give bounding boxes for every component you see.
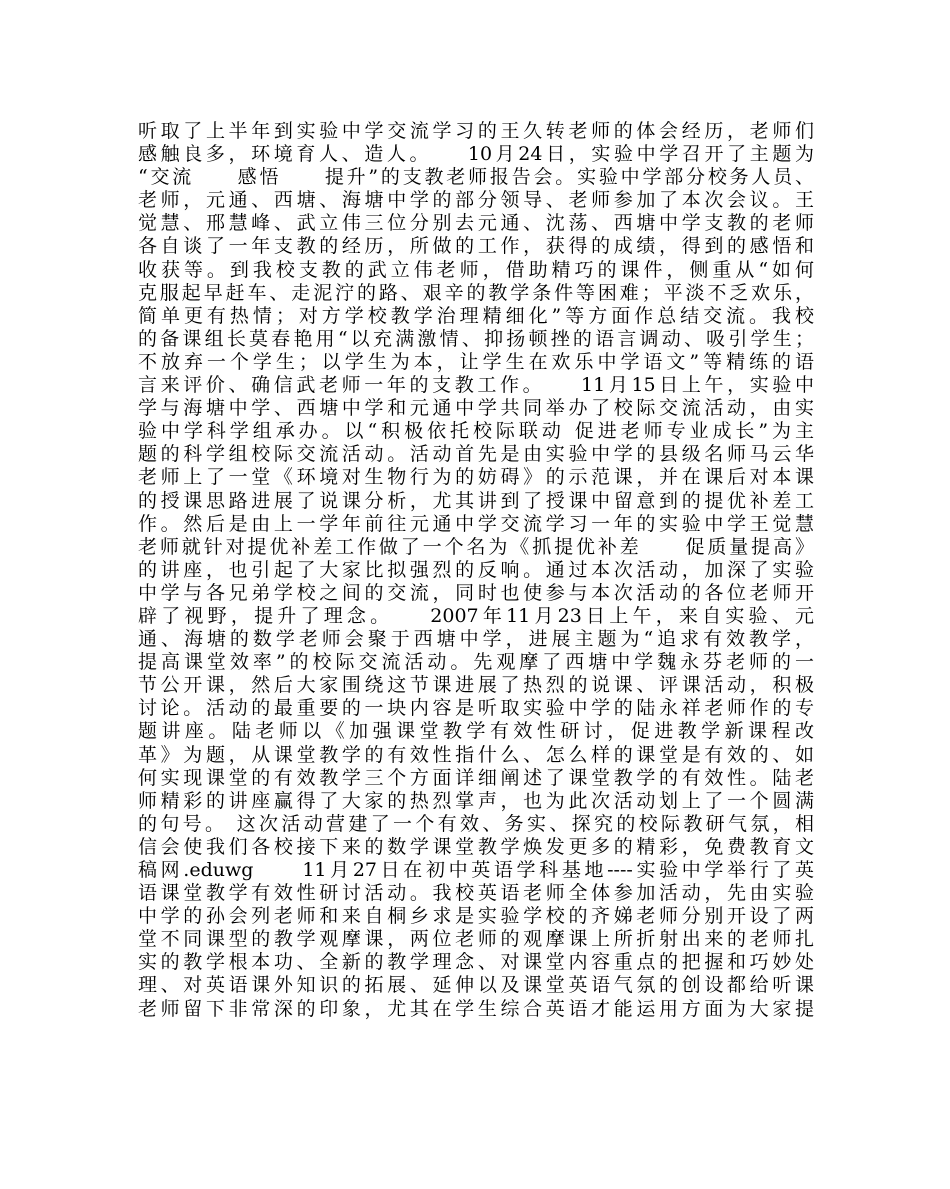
text-line: 革》为题，从课堂教学的有效性指什么、怎么样的课堂是有效的、如 [138, 743, 814, 766]
text-line: 觉慧、邢慧峰、武立伟三位分别去元通、沈荡、西塘中学支教的老师 [138, 212, 814, 235]
text-line: 验中学科学组承办。以“积极依托校际联动 促进老师专业成长”为主 [138, 420, 814, 443]
text-line: 中学的孙会列老师和来自桐乡求是实验学校的齐娣老师分别开设了两 [138, 905, 814, 928]
text-line: 感触良多，环境育人、造人。 10月24日，实验中学召开了主题为 [138, 143, 814, 166]
text-line: 实的教学根本功、全新的教学理念、对课堂内容重点的把握和巧妙处 [138, 951, 814, 974]
text-line: 学与海塘中学、西塘中学和元通中学共同举办了校际交流活动，由实 [138, 397, 814, 420]
text-line: 的讲座，也引起了大家比拟强烈的反响。通过本次活动，加深了实验 [138, 558, 814, 581]
text-line: 稿网.eduwg 11月27日在初中英语学科基地----实验中学举行了英 [138, 859, 814, 881]
text-line: 通、海塘的数学老师会聚于西塘中学，进展主题为“追求有效教学， [138, 628, 814, 651]
text-line: 题的科学组校际交流活动。活动首先是由实验中学的县级名师马云华 [138, 443, 814, 466]
text-line: 题讲座。陆老师以《加强课堂教学有效性研讨，促进教学新课程改 [138, 720, 814, 743]
text-line: 讨论。活动的最重要的一块内容是听取实验中学的陆永祥老师作的专 [138, 697, 814, 720]
text-line: 何实现课堂的有效教学三个方面详细阐述了课堂教学的有效性。陆老 [138, 766, 814, 789]
text-line: 的授课思路进展了说课分析，尤其讲到了授课中留意到的提优补差工 [138, 489, 814, 512]
text-line: 信会使我们各校接下来的数学课堂教学焕发更多的精彩，免费教育文 [138, 835, 814, 858]
text-line: 言来评价、确信武老师一年的支教工作。 11月15日上午，实验中 [138, 374, 814, 397]
text-line: 各自谈了一年支教的经历，所做的工作，获得的成绩，得到的感悟和 [138, 235, 814, 258]
text-line: 老师上了一堂《环境对生物行为的妨碍》的示范课，并在课后对本课 [138, 466, 814, 489]
text-line: 的句号。 这次活动营建了一个有效、务实、探究的校际教研气氛，相 [138, 812, 814, 835]
text-line: 简单更有热情；对方学校教学治理精细化”等方面作总结交流。我校 [138, 304, 814, 327]
text-line: 辟了视野，提升了理念。 2007年11月23日上午，来自实验、元 [138, 604, 814, 627]
text-line: 的备课组长莫春艳用“以充满激情、抑扬顿挫的语言调动、吸引学生； [138, 327, 814, 350]
text-line: 作。然后是由上一学年前往元通中学交流学习一年的实验中学王觉慧 [138, 512, 814, 535]
text-line: 不放弃一个学生；以学生为本，让学生在欢乐中学语文”等精练的语 [138, 350, 814, 373]
text-line: “交流 感悟 提升”的支教老师报告会。实验中学部分校务人员、 [138, 166, 814, 189]
text-line: 老师就针对提优补差工作做了一个名为《抓提优补差 促质量提高》 [138, 535, 814, 558]
text-line: 听取了上半年到实验中学交流学习的王久转老师的体会经历，老师们 [138, 120, 814, 142]
text-line: 中学与各兄弟学校之间的交流，同时也使参与本次活动的各位老师开 [138, 581, 814, 604]
text-line: 提高课堂效率”的校际交流活动。先观摩了西塘中学魏永芬老师的一 [138, 651, 814, 674]
text-line: 老师，元通、西塘、海塘中学的部分领导、老师参加了本次会议。王 [138, 189, 814, 212]
text-line: 理、对英语课外知识的拓展、延伸以及课堂英语气氛的创设都给听课 [138, 974, 814, 997]
text-line: 节公开课，然后大家围绕这节课进展了热烈的说课、评课活动，积极 [138, 674, 814, 697]
text-line: 老师留下非常深的印象，尤其在学生综合英语才能运用方面为大家提 [138, 997, 814, 1020]
body-text [138, 120, 814, 1021]
text-line: 收获等。到我校支教的武立伟老师，借助精巧的课件，侧重从“如何 [138, 258, 814, 281]
text-line: 师精彩的讲座赢得了大家的热烈掌声，也为此次活动划上了一个圆满 [138, 789, 814, 812]
text-line: 语课堂教学有效性研讨活动。我校英语老师全体参加活动，先由实验 [138, 882, 814, 905]
text-line: 堂不同课型的教学观摩课，两位老师的观摩课上所折射出来的老师扎 [138, 928, 814, 951]
text-line: 克服起早赶车、走泥泞的路、艰辛的教学条件等困难；平淡不乏欢乐， [138, 281, 814, 304]
